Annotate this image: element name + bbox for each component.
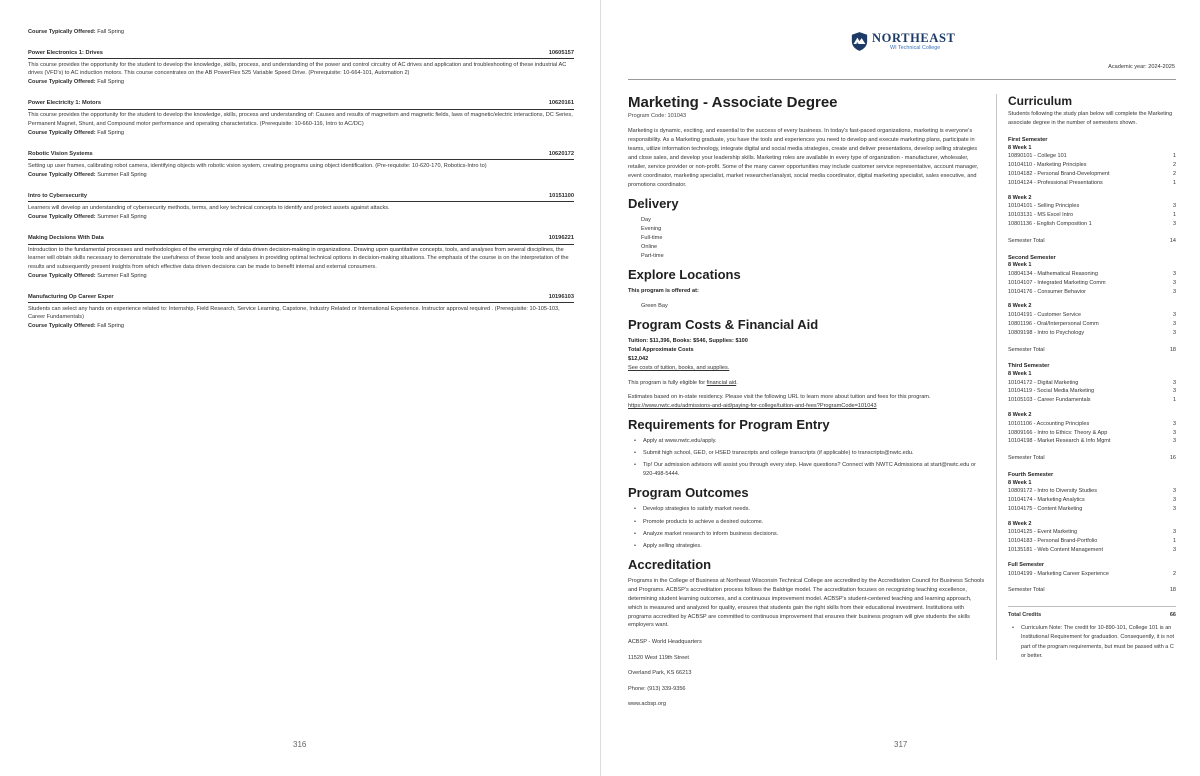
semester-total-row	[1008, 346, 1176, 355]
academic-year: Academic year: 2024-2025	[1108, 64, 1175, 70]
course-name: 10135181 - Web Content Management	[1008, 547, 1103, 554]
course-header	[28, 192, 574, 202]
curriculum-intro: Students following the study plan below will complete the Marketing associate degree in the number of semesters shown.	[1008, 111, 1173, 127]
course-name: 10809166 - Intro to Ethics: Theory & App	[1008, 429, 1108, 436]
accreditation-address	[628, 638, 986, 709]
accreditation-heading: Accreditation	[628, 556, 712, 572]
course-credits: 3	[1172, 547, 1176, 554]
course-header	[28, 49, 574, 59]
term-block-label: 8 Week 2	[1008, 194, 1032, 201]
address-line: ACBSP - World Headquarters	[628, 639, 702, 646]
course-offered: Course Typically Offered: Fall Spring	[28, 323, 124, 330]
course-header	[28, 293, 574, 303]
course-description: This course provides the opportunity for the student to develop the knowledge, skills, process, and understanding of the power and control circuitry of AC drives and application and troubleshooting of these industrial AC drives (VFD's) to AC induction motors. This course concentrates on the AB PowerFlex 525 Variable Speed Drive. (Prerequisite: 10-664-101, Automation 2)	[28, 61, 567, 77]
semester-total-label: Semester Total	[1008, 346, 1045, 353]
program-main-column	[628, 94, 986, 716]
program-intro: Marketing is dynamic, exciting, and essential to the success of every business. In today's fast-paced organizations, marketing is everyone's responsibility. As a Marketing graduate, you have the tools and experiences you need to develop and execute marketing plans, participate in teams, utilize information technology, integrate digital and social media strategies, create and deliver presentations, develop selling strategies and close sales, and develop your leadership skills. Marketing roles are available in every type of organization - manufacturer, wholesaler, retailer, service provider or non-profit. Some of the many career opportunities may include customer service representative, account manager, event coordinator, marketing specialist, market researcher/analyst, social media coordinator, digital marketing specialist, sales executive, and promotions coordinator.	[628, 127, 979, 188]
term-block-label: 8 Week 1	[1008, 262, 1032, 269]
course-name: 10104107 - Integrated Marketing Comm	[1008, 279, 1106, 286]
page-number-right: 317	[894, 740, 908, 749]
course-credits: 3	[1172, 488, 1176, 495]
curriculum-course-row	[1008, 496, 1176, 505]
course-name: 10104175 - Content Marketing	[1008, 506, 1083, 513]
total-credits-row: Total Credits 66	[1008, 606, 1176, 620]
course-number: 10620172	[548, 150, 574, 157]
course-offered: Course Typically Offered: Summer Fall Spring	[28, 213, 147, 220]
curriculum-course-row	[1008, 420, 1176, 429]
course-number: 10620161	[548, 100, 574, 107]
curriculum-course-row	[1008, 270, 1176, 279]
delivery-item: Part-time	[641, 252, 664, 259]
course-name: 10104183 - Personal Brand-Portfolio	[1008, 538, 1098, 545]
course-name: 10809172 - Intro to Diversity Studies	[1008, 488, 1097, 495]
tuition-line: Tuition: $11,396, Books: $546, Supplies: $100	[628, 338, 748, 345]
semester-total-row	[1008, 237, 1176, 246]
course-credits: 3	[1172, 311, 1176, 318]
course-name: 10801136 - English Composition 1	[1008, 220, 1092, 227]
course-credits: 1	[1172, 179, 1176, 186]
course-description: Students can select any hands on experience related to: Internship, Field Research, Service Learning, Capstone, Industry Related or International Experience. Instructor approval required . (Prerequisite: 10-105-103, Career Fundamentals)	[28, 305, 560, 321]
location-item: Green Bay	[641, 303, 668, 310]
location-list	[628, 302, 986, 311]
semester-section	[1008, 137, 1176, 246]
semester-total-value: 18	[1169, 587, 1176, 594]
course-name: 10104174 - Marketing Analytics	[1008, 497, 1085, 504]
course-credits: 3	[1172, 220, 1176, 227]
course-entry	[28, 234, 574, 280]
course-offered: Course Typically Offered: Summer Fall Spring	[28, 171, 147, 178]
outcome-item: • Promote products to achieve a desired outcome.	[634, 518, 986, 527]
shield-icon	[851, 31, 868, 52]
delivery-item: Online	[641, 243, 658, 250]
address-line: Overland Park, KS 66213	[628, 670, 692, 677]
logo-subtitle: WI Technical College	[890, 45, 941, 52]
course-entry	[28, 293, 574, 331]
course-credits: 3	[1172, 438, 1176, 445]
course-name: 10104124 - Professional Presentations	[1008, 179, 1103, 186]
course-description: This course provides the opportunity for the student to develop the knowledge, skills, process and understanding of: Causes and results of magnetism and magnetic fields, laws of magnetic/electric interactions, DC Series, Permanent Magnet, Shunt, and Compound motor performance and operating characteristics. (Prerequisite: 10-660-116, Intro to AC/DC)	[28, 112, 573, 127]
page-number-left: 316	[293, 740, 307, 749]
semester-total-row	[1008, 454, 1176, 463]
delivery-item: Evening	[641, 225, 662, 232]
program-code: Program Code: 101043	[628, 113, 687, 119]
course-credits: 3	[1172, 506, 1176, 513]
curriculum-course-row	[1008, 179, 1176, 188]
course-offered: Course Typically Offered: Fall Spring	[28, 129, 124, 136]
curriculum-course-row	[1008, 279, 1176, 288]
tuition-url-link[interactable]: https://www.nwtc.edu/admissions-and-aid/paying-for-college/tuition-and-fees?ProgramCode=101043	[628, 403, 877, 410]
locations-heading: Explore Locations	[628, 266, 741, 282]
header-divider	[628, 79, 1176, 80]
outcome-item: • Develop strategies to satisfy market needs.	[634, 505, 986, 514]
curriculum-course-row	[1008, 311, 1176, 320]
top-course-offered: Course Typically Offered: Fall Spring	[28, 28, 124, 35]
course-title: Intro to Cybersecurity	[28, 193, 88, 200]
address-line: www.acbsp.org	[628, 701, 666, 708]
semester-title: Second Semester	[1008, 254, 1056, 261]
delivery-item: Day	[641, 216, 651, 223]
course-offered: Course Typically Offered: Summer Fall Spring	[28, 272, 147, 279]
semester-section	[1008, 363, 1176, 463]
course-title: Making Decisions With Data	[28, 235, 104, 242]
requirement-item: • Apply at www.nwtc.edu/apply.	[634, 437, 986, 446]
term-block-label: 8 Week 1	[1008, 371, 1032, 378]
course-name: 10104182 - Personal Brand-Development	[1008, 170, 1110, 177]
curriculum-course-row	[1008, 320, 1176, 329]
curriculum-note: • Curriculum Note: The credit for 10-890-101, College 101 is an Institutional Requirement for graduation. Consequently, it is not part of the program requirements, but must be passed with a C or better.	[1008, 624, 1176, 661]
course-credits: 1	[1172, 212, 1176, 219]
curriculum-course-row	[1008, 152, 1176, 161]
curriculum-course-row	[1008, 220, 1176, 229]
course-credits: 1	[1172, 397, 1176, 404]
course-name: 10104198 - Market Research & Info Mgmt	[1008, 438, 1111, 445]
course-name: 10104119 - Social Media Marketing	[1008, 388, 1095, 395]
requirements-heading: Requirements for Program Entry	[628, 417, 830, 433]
course-credits: 3	[1172, 270, 1176, 277]
course-entry	[28, 192, 574, 221]
term-block-label: 8 Week 2	[1008, 521, 1032, 528]
course-credits: 3	[1172, 420, 1176, 427]
course-credits: 2	[1172, 162, 1176, 168]
semester-total-value: 18	[1169, 346, 1176, 353]
course-title: Manufacturing Op Career Exper	[28, 294, 114, 301]
financial-aid-line: This program is fully eligible for financial aid.	[628, 380, 738, 387]
course-name: 10104110 - Marketing Principles	[1008, 162, 1087, 168]
program-title: Marketing - Associate Degree	[628, 94, 838, 111]
course-description: Setting up user frames, calibrating robot camera, identifying objects with robotic vision system, creating programs using object identification. (Pre-requisite: 10-620-170, Robotics-Intro to)	[28, 162, 487, 169]
address-line: 11520 West 119th Street	[628, 654, 689, 661]
course-entry	[28, 49, 574, 87]
curriculum-course-row	[1008, 202, 1176, 211]
semester-list	[1008, 137, 1176, 595]
course-description: Introduction to the fundamental processes and methodologies of the emerging role of data driven decision-making in organizations. Drawing upon quantitative concepts, tools, and analyses from several disciplines, the learner will obtain skills necessary to demonstrate the usefulness of these tools and analyses in providing optimal technical options in decision-making situations. The emphasis of the course is on the interpretation of the results and subsequently present insights from which effective data driven decisions can be made to benefit internal and external consumers.	[28, 247, 569, 270]
outcomes-list	[628, 505, 986, 550]
course-name: 10101106 - Accounting Principles	[1008, 420, 1090, 427]
address-line: Phone: (913) 339-9356	[628, 685, 686, 692]
curriculum-course-row	[1008, 570, 1176, 579]
course-number: 10151100	[549, 193, 574, 200]
course-credits: 2	[1172, 570, 1176, 577]
curriculum-course-row	[1008, 429, 1176, 438]
course-name: 10890101 - College 101	[1008, 153, 1067, 160]
semester-total-label: Semester Total	[1008, 587, 1045, 594]
course-number: 10196221	[548, 235, 574, 242]
right-page	[600, 0, 1200, 776]
course-credits: 1	[1172, 153, 1176, 160]
curriculum-heading: Curriculum	[1008, 94, 1073, 108]
requirement-item: • Submit high school, GED, or HSED transcripts and college transcripts (if applicable) to transcripts@nwtc.edu.	[634, 449, 986, 458]
curriculum-course-row	[1008, 161, 1176, 170]
course-credits: 3	[1172, 288, 1176, 295]
course-credits: 3	[1172, 320, 1176, 327]
course-name: 10804134 - Mathematical Reasoning	[1008, 270, 1098, 277]
curriculum-course-row	[1008, 537, 1176, 546]
semester-total-value: 14	[1169, 237, 1176, 244]
semester-title: First Semester	[1008, 136, 1048, 143]
curriculum-course-row	[1008, 528, 1176, 537]
course-name: 10104172 - Digital Marketing	[1008, 379, 1079, 386]
course-list	[28, 49, 574, 331]
course-description: Learners will develop an understanding of cybersecurity methods, terms, and key technical concepts to identify and protect assets against attacks.	[28, 204, 390, 211]
course-header	[28, 234, 574, 244]
see-costs-link[interactable]: See costs of tuition, books, and supplies.	[628, 365, 730, 372]
course-credits: 3	[1172, 388, 1176, 395]
curriculum-course-row	[1008, 288, 1176, 297]
curriculum-course-row	[1008, 211, 1176, 220]
curriculum-course-row	[1008, 396, 1176, 405]
term-block-label: 8 Week 2	[1008, 412, 1032, 419]
course-name: 10104125 - Event Marketing	[1008, 529, 1078, 536]
curriculum-course-row	[1008, 487, 1176, 496]
financial-aid-link[interactable]: financial aid	[706, 380, 737, 387]
semester-title: Fourth Semester	[1008, 472, 1054, 479]
course-entry	[28, 150, 574, 179]
course-header	[28, 150, 574, 160]
course-entry	[28, 99, 574, 137]
course-name: 10104176 - Consumer Behavior	[1008, 288, 1086, 295]
outcome-item: • Analyze market research to inform business decisions.	[634, 530, 986, 539]
curriculum-column	[1008, 94, 1176, 661]
term-block-label: 8 Week 1	[1008, 479, 1032, 486]
semester-total-label: Semester Total	[1008, 237, 1045, 244]
course-title: Power Electronics 1: Drives	[28, 49, 103, 56]
course-credits: 3	[1172, 279, 1176, 286]
curriculum-course-row	[1008, 387, 1176, 396]
term-block-label: 8 Week 1	[1008, 144, 1032, 151]
total-costs-label: Total Approximate Costs	[628, 347, 694, 354]
semester-total-label: Semester Total	[1008, 455, 1045, 462]
requirements-list	[628, 437, 986, 479]
delivery-heading: Delivery	[628, 195, 679, 211]
course-credits: 3	[1172, 329, 1176, 336]
course-name: 10104199 - Marketing Career Experience	[1008, 570, 1109, 577]
total-costs-value: $12,042	[628, 356, 649, 363]
course-credits: 3	[1172, 497, 1176, 504]
course-name: 10801196 - Oral/Interpersonal Comm	[1008, 320, 1099, 327]
outcomes-heading: Program Outcomes	[628, 485, 749, 501]
accreditation-text: Programs in the College of Business at Northeast Wisconsin Technical College are accredited by the Accreditation Council for Business Schools and Programs. ACBSP's accreditation process follows the Baldrige model. The accreditation focuses on recognizing teaching excellence, determining student learning outcomes, and a continuous improvement model. ACBSP's student-centered teaching and learning approach, which is measured and analyzed for quality, ensures that students gain the right skills from their educational investment. Institutions with programs accredited by ACBSP are committed to continuous improvement that ensures their business program will give students the skills employers want.	[628, 577, 985, 629]
course-name: 10104191 - Customer Service	[1008, 311, 1082, 318]
course-credits: 2	[1172, 170, 1176, 177]
curriculum-course-row	[1008, 329, 1176, 338]
college-logo	[851, 31, 955, 52]
course-listing	[28, 27, 574, 331]
course-header	[28, 99, 574, 109]
course-credits: 1	[1172, 538, 1176, 545]
course-name: 10104101 - Selling Principles	[1008, 203, 1080, 210]
curriculum-course-row	[1008, 437, 1176, 446]
semester-section	[1008, 472, 1176, 595]
course-credits: 3	[1172, 529, 1176, 536]
course-name: 10809198 - Intro to Psychology	[1008, 329, 1085, 336]
requirement-item: • Tip! Our admission advisors will assist you through every step. Have questions? Connect with NWTC Admissions at start@nwtc.edu or 920-498-5444.	[634, 461, 986, 479]
term-block-label: Full Semester	[1008, 562, 1045, 569]
curriculum-course-row	[1008, 546, 1176, 555]
course-name: 10105103 - Career Fundamentals	[1008, 397, 1091, 404]
course-number: 10605157	[548, 49, 574, 56]
course-number: 10196103	[548, 294, 574, 301]
delivery-item: Full-time	[641, 234, 663, 241]
course-credits: 3	[1172, 203, 1176, 210]
column-divider	[996, 94, 997, 660]
course-credits: 3	[1172, 379, 1176, 386]
curriculum-course-row	[1008, 505, 1176, 514]
course-title: Power Electricity 1: Motors	[28, 100, 102, 107]
estimates-text: Estimates based on in-state residency. Please visit the following URL to learn more about tuition and fees for this program.	[628, 394, 931, 401]
curriculum-course-row	[1008, 170, 1176, 179]
offered-at-label: This program is offered at:	[628, 288, 699, 295]
course-credits: 3	[1172, 429, 1176, 436]
logo-name: NORTHEAST	[872, 30, 956, 45]
semester-total-row	[1008, 586, 1176, 595]
curriculum-course-row	[1008, 379, 1176, 388]
costs-heading: Program Costs & Financial Aid	[628, 317, 819, 333]
term-block-label: 8 Week 2	[1008, 303, 1032, 310]
semester-title: Third Semester	[1008, 363, 1050, 370]
semester-section	[1008, 255, 1176, 355]
course-name: 10103131 - MS Excel Intro	[1008, 212, 1074, 219]
semester-total-value: 16	[1169, 455, 1176, 462]
delivery-list	[628, 216, 986, 261]
course-offered: Course Typically Offered: Fall Spring	[28, 79, 124, 86]
course-title: Robotic Vision Systems	[28, 150, 93, 157]
outcome-item: • Apply selling strategies.	[634, 542, 986, 551]
